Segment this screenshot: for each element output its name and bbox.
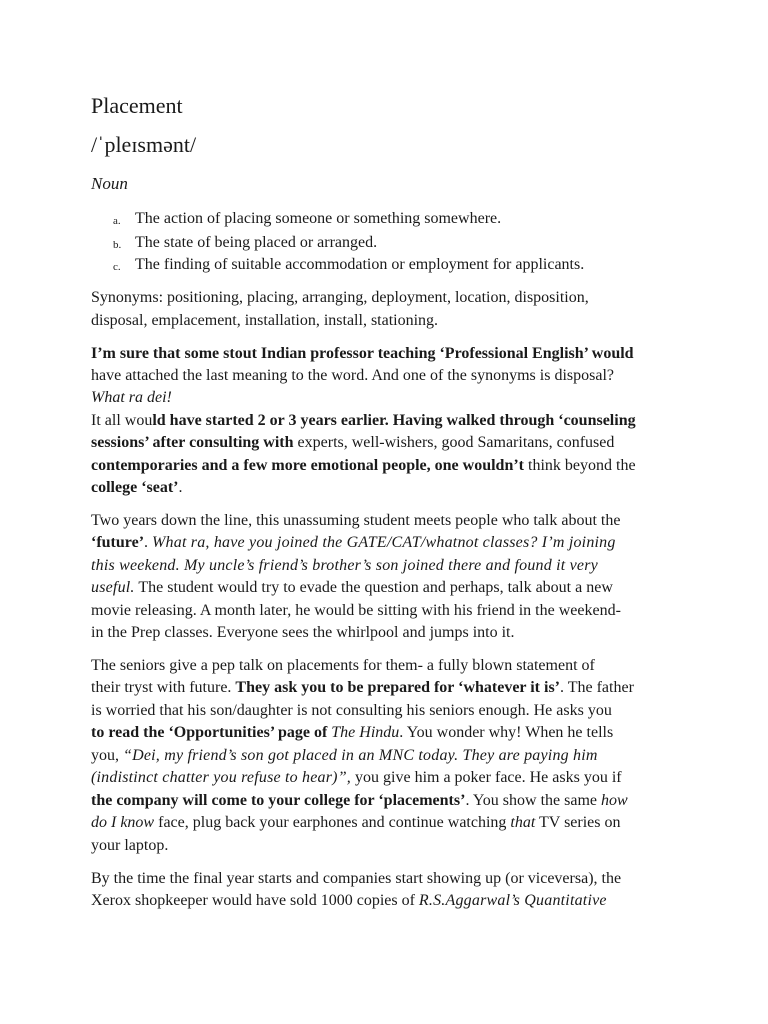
paragraph-1-line: What ra dei! [91,389,172,406]
paragraph-3-line [91,745,598,767]
paragraph-3-line [91,790,628,812]
definition-text: The finding of suitable accommodation or employment for applicants. [135,256,585,273]
bold-run: the company will come to your college for ‘placements’ [91,792,466,809]
text-run: TV series on [535,814,621,831]
text-run: The student would try to evade the question and perhaps, talk about a new [134,579,613,596]
paragraph-2-line: in the Prep classes. Everyone sees the whirlpool and jumps into it. [91,624,515,641]
text-run: Xerox shopkeeper would have sold 1000 copies of [91,892,419,909]
italic-run: “Dei, my friend’s son got placed in an MNC today. They are paying him [123,747,598,764]
text-run: experts, well-wishers, good Samaritans, confused [293,434,615,451]
synonyms-line-1: Synonyms: positioning, placing, arranging, deployment, location, disposition, [91,289,589,306]
paragraph-2-line: Two years down the line, this unassuming student meets people who talk about the [91,512,621,529]
text-run: It all wou [91,412,153,429]
bold-run: ld have started 2 or 3 years earlier. Having walked through ‘counseling [152,412,636,429]
text-run: . You show the same [465,792,601,809]
paragraph-3-line [91,767,622,789]
text-run: . [144,534,153,551]
italic-run: useful. [91,579,135,596]
paragraph-3-line: The seniors give a pep talk on placements for them- a fully blown statement of [91,657,595,674]
paragraph-2-line: movie releasing. A month later, he would be sitting with his friend in the weekend- [91,602,621,619]
text-run: think beyond the [524,457,636,474]
italic-run: how [601,792,628,809]
bold-run: to read the ‘Opportunities’ page of [91,724,332,741]
bold-run: They ask you to be prepared for ‘whatever it is’ [235,679,561,696]
italic-run: The Hindu [331,724,400,741]
text-run: . [178,479,183,496]
italic-run: R.S.Aggarwal’s Quantitative [418,892,607,909]
paragraph-4-line [91,890,607,912]
paragraph-3-line [91,722,613,744]
definition-text: The action of placing someone or something somewhere. [135,210,502,227]
text-run: face, plug back your earphones and continue watching [154,814,511,831]
definition-marker: c. [113,261,121,273]
paragraph-2-line: this weekend. My uncle’s friend’s brother’s son joined there and found it very [91,557,598,574]
page-title: Placement [91,93,183,118]
definition-marker: a. [113,215,121,227]
paragraph-3-line [91,677,634,699]
paragraph-1-line [91,455,636,477]
text-run: . You wonder why! When he tells [399,724,614,741]
paragraph-3-line [91,812,621,834]
bold-run: ‘future’ [91,534,145,551]
italic-run: (indistinct chatter you refuse to hear)”, [91,769,352,786]
bold-run: sessions’ after consulting with [91,434,294,451]
definition-marker: b. [113,239,122,251]
paragraph-1-line: I’m sure that some stout Indian professor teaching ‘Professional English’ would [91,345,634,362]
text-run: you give him a poker face. He asks you if [351,769,622,786]
paragraph-4-line: By the time the final year starts and companies start showing up (or viceversa), the [91,870,622,887]
paragraph-3-line: is worried that his son/daughter is not consulting his seniors enough. He asks you [91,702,612,719]
paragraph-1-line: have attached the last meaning to the word. And one of the synonyms is disposal? [91,367,614,384]
paragraph-1-line [91,432,614,454]
paragraph-1-line [91,410,636,432]
italic-run: What ra, have you joined the GATE/CAT/whatnot classes? I’m joining [152,534,616,551]
paragraph-2-line [91,577,613,599]
italic-run: that [510,814,536,831]
pronunciation: /ˈpleɪsmənt/ [91,132,197,157]
paragraph-2-line [91,532,616,554]
text-run: you, [91,747,123,764]
paragraph-3-line: your laptop. [91,837,169,854]
paragraph-1-line [91,477,183,499]
text-run: . The father [560,679,634,696]
part-of-speech: Noun [91,174,128,193]
italic-run: do I know [91,814,155,831]
definition-text: The state of being placed or arranged. [135,234,378,251]
bold-run: contemporaries and a few more emotional people, one wouldn’t [91,457,524,474]
text-run: their tryst with future. [91,679,236,696]
synonyms-line-2: disposal, emplacement, installation, install, stationing. [91,312,439,329]
bold-run: college ‘seat’ [91,479,179,496]
